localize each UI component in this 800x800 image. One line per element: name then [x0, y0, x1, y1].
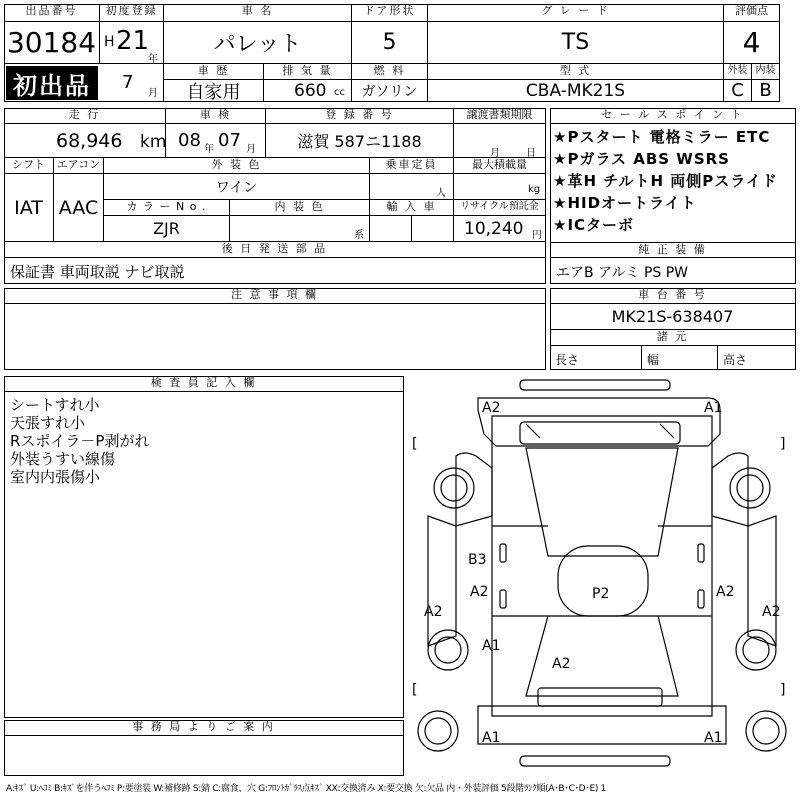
- selling-point: ★革H チルトH 両側Pスライド: [553, 172, 778, 190]
- roof-shape: [526, 448, 678, 556]
- legend: A:ｷｽﾞ U:ﾍｺﾐ B:ｷｽﾞを伴うﾍｺﾐ P:要塗装 W:補修跡 S:錆 C:腐食、穴 G:ﾌﾛﾝﾄｶﾞﾗｽ点ｷｽﾞ XX:交換済み X:要交換 欠:欠品 内・外装評価 5段階ﾗﾝｸ順(A･B･C･D･E) 1: [6, 784, 607, 794]
- load-cell: [454, 174, 546, 200]
- rear-body-shape: [478, 706, 726, 744]
- cc-unit: cc: [334, 87, 345, 98]
- equip-label: 純 正 装 備: [550, 242, 796, 258]
- front-hood-lines: [526, 424, 674, 438]
- first-reg-year-cell: [100, 22, 164, 64]
- inspection-label: 車 検: [166, 108, 266, 124]
- inspector-line: 室内内張傷小: [10, 468, 101, 486]
- damage-mark-roof: P2: [592, 586, 610, 602]
- spare-left-wheel: [418, 711, 458, 751]
- front-bumper-shape: [520, 380, 670, 390]
- damage-mark-right-door: A2: [716, 584, 735, 600]
- svg-text:[: [: [412, 682, 418, 698]
- dims-hgt-cell: [718, 346, 796, 370]
- reg-month: 7: [122, 72, 134, 93]
- recycle-value: 10,240: [464, 219, 524, 239]
- rear-bumper-shape: [520, 756, 670, 766]
- score-value: 4: [724, 22, 780, 64]
- yen-unit: 円: [532, 230, 542, 241]
- rear-window-shape: [526, 616, 678, 696]
- damage-mark-right-side: A2: [762, 604, 781, 620]
- damage-mark-left-door: A2: [470, 584, 489, 600]
- svg-text:]: ]: [780, 682, 786, 698]
- left-side-panel: [428, 516, 456, 646]
- inspector-line: 天張すれ小: [10, 414, 86, 432]
- damage-mark-b3: B3: [468, 552, 487, 568]
- main-body-shape: [492, 416, 712, 716]
- transfer-day: 日: [526, 148, 536, 159]
- selling-point: ★Pスタート 電格ミラー ETC: [553, 128, 771, 146]
- svg-text:]: ]: [780, 436, 786, 452]
- int-grade: B: [752, 80, 780, 102]
- car-diagram: [408, 376, 796, 776]
- year-unit: 年: [148, 54, 158, 65]
- chassis-number: MK21S-638407: [550, 304, 796, 330]
- intcolor-label: 内 装 色: [230, 200, 370, 216]
- spare-right-wheel: [746, 711, 786, 751]
- selling-point: ★Pガラス ABS WSRS: [553, 150, 730, 168]
- grade-value: TS: [428, 22, 724, 64]
- damage-mark-rear-window: A2: [552, 656, 571, 672]
- diagram-block: [408, 376, 796, 776]
- displacement-cell: [264, 80, 352, 102]
- door-label: ドア形状: [352, 4, 428, 22]
- selling-label: セ ー ル ス ポ イ ン ト: [550, 108, 796, 124]
- mileage-value: 68,946: [56, 130, 123, 152]
- insp-nen: 年: [204, 144, 214, 155]
- car-name-label: 車 名: [164, 4, 352, 22]
- damage-mark-front-left: A2: [482, 400, 501, 416]
- later-parts-label: 後 日 発 送 部 品: [4, 242, 546, 258]
- fuel-label: 燃 料: [352, 64, 428, 80]
- insp-month: 07: [218, 130, 241, 151]
- damage-mark-rear-left: A1: [482, 730, 501, 746]
- color-value: ワイン: [104, 174, 370, 200]
- model-value: CBA-MK21S: [428, 80, 724, 102]
- shift-value: IAT: [4, 174, 54, 242]
- color-label: 外 装 色: [104, 158, 370, 174]
- ext-grade: C: [724, 80, 752, 102]
- front-right-wheel: [730, 468, 770, 508]
- front-left-wheel: [434, 468, 474, 508]
- dims-wid: 幅: [647, 353, 660, 367]
- insp-year: 08: [178, 130, 201, 151]
- capacity-unit: 人: [436, 188, 446, 199]
- dims-len: 長さ: [555, 353, 580, 367]
- office-label: 事 務 局 よ り ご 案 内: [4, 720, 404, 736]
- insp-tsuki: 月: [246, 144, 256, 155]
- recycle-label: リサイクル預託金: [454, 200, 546, 216]
- selling-point: ★HIDオートライト: [553, 194, 697, 212]
- intcolor-unit: 系: [354, 230, 364, 241]
- first-listing-badge: 初出品: [6, 66, 98, 100]
- damage-mark-front-right: A1: [704, 400, 723, 416]
- inspector-line: 外装うすい線傷: [10, 450, 116, 468]
- selling-point: ★ICターボ: [553, 216, 635, 234]
- damage-mark-left-rear: A1: [482, 638, 501, 654]
- history-label: 車 歴: [164, 64, 264, 80]
- dims-label: 諸 元: [550, 330, 796, 346]
- load-unit: kg: [528, 184, 541, 195]
- reg-year: 21: [116, 26, 150, 56]
- mileage-label: 走 行: [4, 108, 166, 124]
- lot-number: 30184: [4, 22, 100, 64]
- load-label: 最大積載量: [454, 158, 546, 174]
- intcolor-cell: [230, 216, 370, 242]
- right-side-panel: [748, 516, 776, 646]
- inspector-notes: [10, 396, 149, 486]
- colorno-label: カ ラ ー N o .: [104, 200, 230, 216]
- dims-wid-cell: [642, 346, 718, 370]
- ext-label: 外装: [724, 64, 752, 80]
- rear-left-wheel: [428, 630, 468, 670]
- plate-value: 滋賀 587ニ1188: [266, 124, 454, 158]
- mileage-cell: [4, 124, 166, 158]
- inspector-line: Rスポイラ－P剥がれ: [10, 432, 150, 450]
- displacement-label: 排 気 量: [264, 64, 352, 80]
- inspection-cell: [166, 124, 266, 158]
- shift-label: シフト: [4, 158, 54, 174]
- front-windshield-shape: [520, 422, 680, 444]
- equip-value: エアB アルミ PS PW: [556, 265, 689, 281]
- history-value: 自家用: [164, 80, 264, 102]
- month-unit: 月: [148, 88, 158, 99]
- capacity-label: 乗車定員: [370, 158, 454, 174]
- first-reg-label: 初度登録: [100, 4, 164, 22]
- import-label: 輸 入 車: [370, 200, 454, 216]
- rear-lamp-shape: [538, 688, 662, 706]
- score-label: 評価点: [724, 4, 780, 22]
- car-name: パレット: [164, 22, 352, 64]
- damage-mark-left-side: A2: [424, 604, 443, 620]
- dims-len-cell: [550, 346, 642, 370]
- inspector-label: 検 査 員 記 入 欄: [4, 376, 404, 392]
- inspector-line: シートすれ小: [10, 396, 100, 414]
- era: H: [104, 34, 115, 50]
- damage-mark-rear-right: A1: [704, 730, 723, 746]
- grade-label: グ レ ー ド: [428, 4, 724, 22]
- transfer-label: 譲渡書類期限: [454, 108, 546, 124]
- notes-label: 注 意 事 項 欄: [4, 288, 546, 304]
- dims-hgt: 高さ: [723, 353, 748, 367]
- transfer-month: 月: [490, 148, 500, 159]
- int-label: 内装: [752, 64, 780, 80]
- plate-label: 登 録 番 号: [266, 108, 454, 124]
- first-reg-month-cell: [100, 64, 164, 102]
- lot-label: 出品番号: [4, 4, 100, 22]
- chassis-label: 車 台 番 号: [550, 288, 796, 304]
- door-value: 5: [352, 22, 428, 64]
- km-unit: km: [140, 132, 167, 152]
- recycle-cell: [454, 216, 546, 242]
- rear-right-wheel: [736, 630, 776, 670]
- fuel-value: ガソリン: [352, 80, 428, 102]
- import-cell: [370, 216, 454, 242]
- later-parts-value: 保証書 車両取説 ナビ取説: [10, 263, 185, 281]
- svg-text:[: [: [412, 436, 418, 452]
- transfer-cell: [454, 124, 546, 158]
- ac-value: AAC: [54, 174, 104, 242]
- model-label: 型 式: [428, 64, 724, 80]
- displacement-value: 660: [294, 81, 327, 101]
- colorno-value: ZJR: [104, 216, 230, 242]
- ac-label: エアコン: [54, 158, 104, 174]
- selling-points: [553, 126, 778, 236]
- capacity-cell: [370, 174, 454, 200]
